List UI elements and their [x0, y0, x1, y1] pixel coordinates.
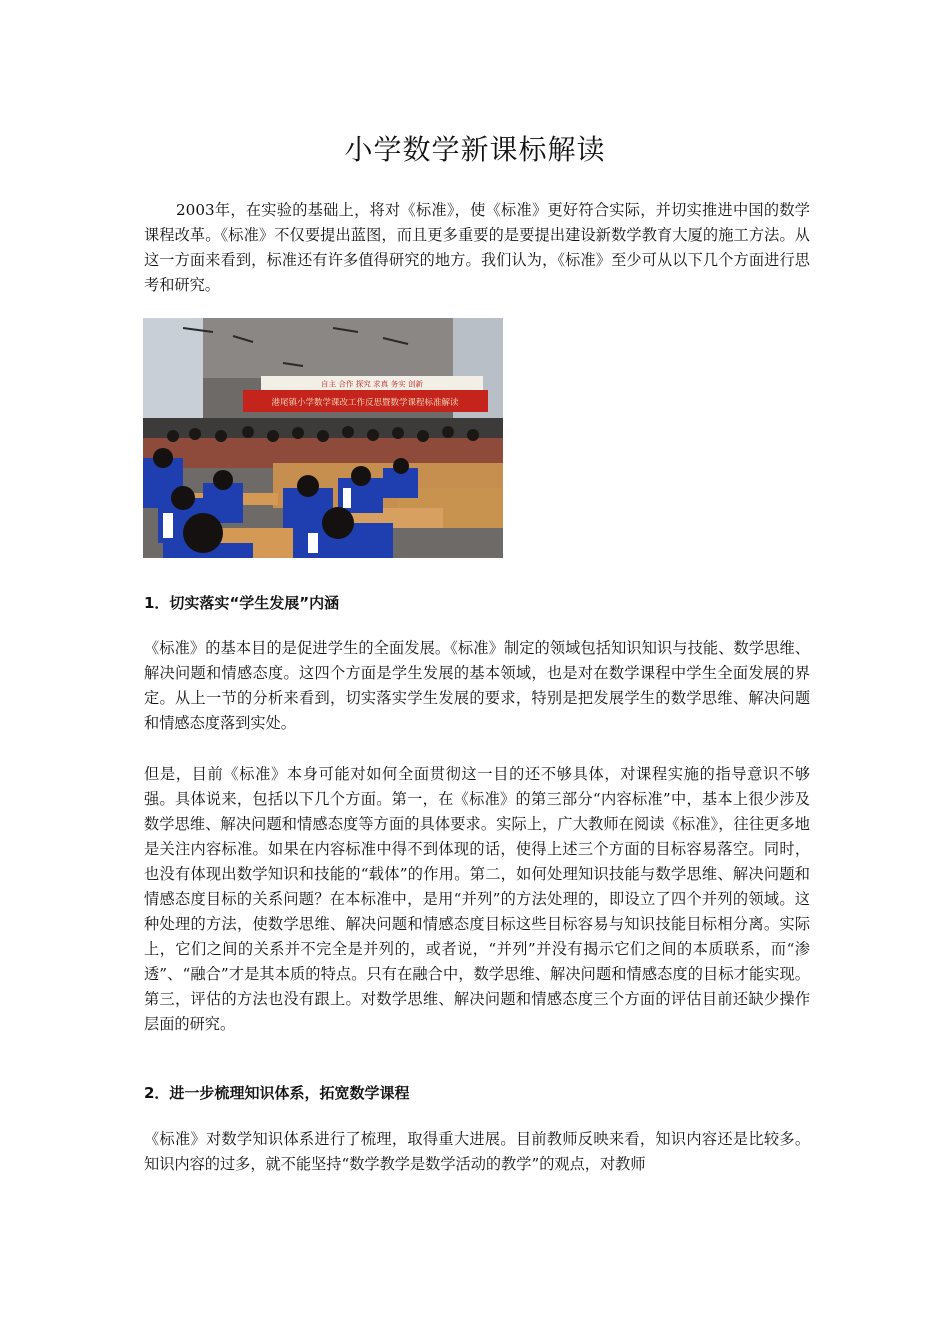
banner-title: 港尾镇小学数学课改工作反思暨数学课程标准解读 — [271, 398, 459, 408]
section1-paragraph1: 《标准》的基本目的是促进学生的全面发展。《标准》制定的领域包括知识知识与技能、数学思维、解决问题和情感态度。这四个方面是学生发展的基本领域，也是对在数学课程中学生全面发展的界定。从上一节的分析来看到，切实落实学生发展的要求，特别是把发展学生的数学思维、解决问题和情感态度落到实处。 — [144, 639, 810, 732]
banner-slogan: 自主 合作 探究 求真 务实 创新 — [321, 379, 423, 389]
section1-paragraph2: 但是，目前《标准》本身可能对如何全面贯彻这一目的还不够具体，对课程实施的指导意识不够强。具体说来，包括以下几个方面。第一，在《标准》的第三部分“内容标准”中，基本上很少涉及数学思维、解决问题和情感态度等方面的具体要求。实际上，广大教师在阅读《标准》，往往更多地是关注内容标准。如果在内容标准中得不到体现的话，使得上述三个方面的目标容易落空。同时，也没有体现出数学知识和技能的“载体”的作用。第二，如何处理知识技能与数学思维、解决问题和情感态度目标的关系问题？在本标准中，是用“并列”的方法处理的，即设立了四个并列的领域。这种处理的方法，使数学思维、解决问题和情感态度目标这些目标容易与知识技能目标相分离。实际上，它们之间的关系并不完全是并列的，或者说，“并列”并没有揭示它们之间的本质联系，而“渗透”、“融合”才是其本质的特点。只有在融合中，数学思维、解决问题和情感态度的目标才能实现。第三，评估的方法也没有跟上。对数学思维、解决问题和情感态度三个方面的评估目前还缺少操作层面的研究。 — [144, 765, 810, 1033]
section2-heading: 2．进一步梳理知识体系，拓宽数学课程 — [144, 1084, 410, 1102]
document-title: 小学数学新课标解读 — [344, 133, 606, 166]
section2-paragraph1: 《标准》对数学知识体系进行了梳理，取得重大进展。目前教师反映来看，知识内容还是比较多。知识内容的过多，就不能坚持“数学教学是数学活动的教学”的观点，对教师 — [144, 1130, 810, 1173]
classroom-photo — [143, 318, 503, 558]
intro-paragraph: 2003年，在实验的基础上，将对《标准》，使《标准》更好符合实际，并切实推进中国的数学课程改革。《标准》不仅要提出蓝图，而且更多重要的是要提出建设新数学教育大厦的施工方法。从这一方面来看到，标准还有许多值得研究的地方。我们认为，《标准》至少可从以下几个方面进行思考和研究。 — [144, 201, 810, 294]
section1-heading: 1．切实落实“学生发展”内涵 — [144, 594, 340, 612]
